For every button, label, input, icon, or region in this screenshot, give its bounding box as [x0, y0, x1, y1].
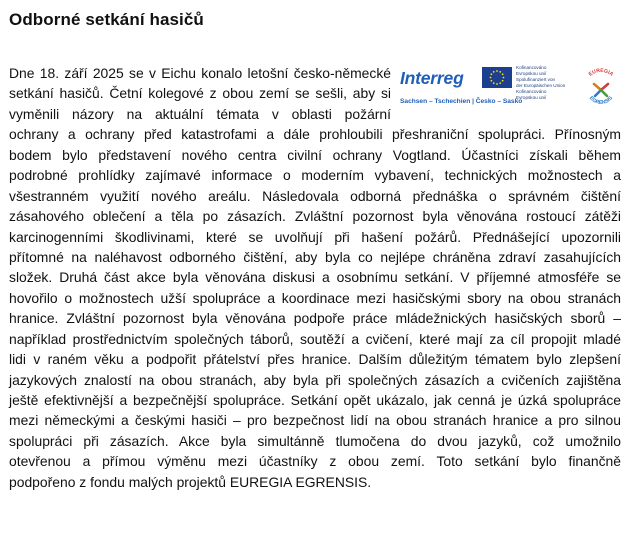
body-line-15: lidi v raném věku a podpořit přátelství přes hranice. Dalším důležitým tématem bylo zlepšení [9, 351, 621, 368]
body-line-4: ochrany a ochrany před katastrofami a dále prohloubili přeshraniční spolupráci. Přínosným [9, 126, 621, 143]
body-line-3: vyměnili názory na aktuální témata v oblasti požární [9, 105, 391, 122]
body-line-11: složek. Druhá část akce byla věnována diskusi a osobnímu setkání. V příjemné atmosféře se [9, 269, 621, 286]
article-body [9, 63, 621, 492]
body-line-1: Dne 18. září 2025 se v Eichu konalo letošní česko-německé [9, 65, 391, 81]
body-line-21: podpořeno z fondu malých projektů EUREGIA EGRENSIS. [9, 473, 372, 490]
body-line-10: přítomné na naléhavost odborného čištění, aby byla co nejlépe chráněna zdraví zasahujících [9, 248, 621, 265]
body-line-5: bodem bylo představení nového centra civilní ochrany Vogtland. Účastníci získali během [9, 146, 621, 163]
body-line-20: otevřenou a přímou výměnu mezi účastníky z obou zemí. Toto setkání bylo finančně [9, 453, 621, 470]
body-line-18: mezi německými a českými hasiči – pro bezpečnost lidí na obou stranách hranice a pro silnou [9, 412, 621, 429]
body-line-14: například prostřednictvím společných táborů, soutěží a cvičení, které mají za cíl propojit mladé [9, 330, 621, 347]
eu-cofinance-text: Kofinancováno Evropskou unií Spolufinanziert von der Europäischen Union Kofinancováno Evropskou unií [516, 65, 566, 100]
body-line-16: jazykových znalostí na obou stranách, aby byla při společných zásazích a cvičeních zajištěna [9, 371, 621, 388]
body-line-12: hovořilo o možnostech užší spolupráce a koordinace mezi hasičskými sbory na obou stranách [9, 289, 621, 306]
body-line-6: podrobné prohlídky zajímavé informace o moderním vybavení, technických možnostech a [9, 167, 621, 184]
body-line-8: zásahového oblečení a těla po zásazích. Zvláštní pozornost byla věnována rostoucí zátěži [9, 208, 621, 225]
interreg-logo: Interreg [400, 68, 464, 88]
body-line-13: hranice. Zvláštní pozornost byla věnována podpoře práce mládežnických hasičských sborů – [9, 310, 621, 327]
svg-text:EUREGIA: EUREGIA [587, 67, 615, 78]
body-line-9: karcinogenními škodlivinami, které se uvolňují při hašení požárů. Přednášející upozornili [9, 228, 621, 245]
svg-text:EGRENSIS: EGRENSIS [587, 95, 615, 107]
body-line-2: setkání hasičů. Četní kolegové z obou zemí se sešli, aby si [9, 85, 391, 102]
interreg-region: Sachsen – Tschechien | Česko – Sasko [400, 98, 523, 105]
body-line-17: ještě efektivnější a bezpečnější spolupráce. Setkání opět ukázalo, jak cenná je úzká spolupráce [9, 392, 621, 408]
page-title: Odborné setkání hasičů [9, 10, 204, 29]
body-line-7: všestranném využití nového areálu. Následovala odborná přednáška o správném čištění [9, 187, 621, 204]
body-line-19: spolupráci při zásazích. Akce byla simultánně tlumočena do dvou jazyků, což umožnilo [9, 432, 621, 449]
